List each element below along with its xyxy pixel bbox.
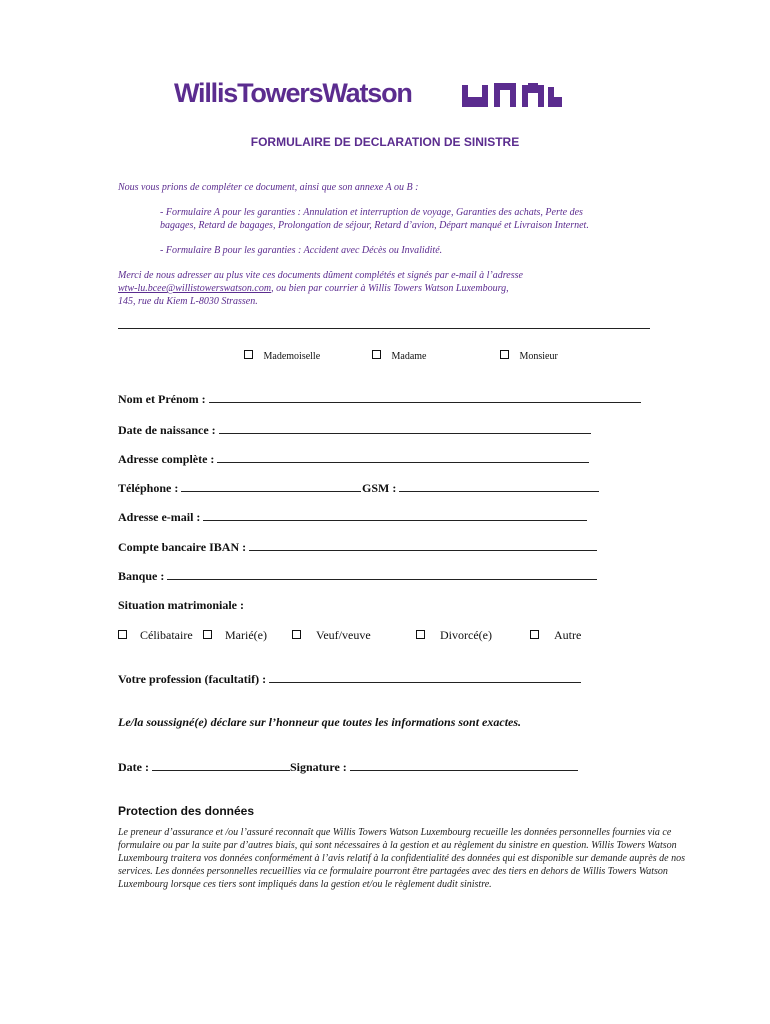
profession-input-line[interactable] xyxy=(269,672,581,683)
field-name xyxy=(118,392,641,407)
field-phone xyxy=(118,481,361,496)
name-input-line[interactable] xyxy=(209,392,641,403)
field-label: Date de naissance : xyxy=(118,423,216,437)
marital-option-divorced[interactable] xyxy=(416,628,492,643)
marital-label: Autre xyxy=(554,628,582,642)
company-logo-text: WillisTowersWatson xyxy=(174,78,412,108)
checkbox[interactable] xyxy=(530,630,539,639)
field-label: GSM : xyxy=(362,481,397,495)
field-date xyxy=(118,760,290,775)
gsm-input-line[interactable] xyxy=(399,481,599,492)
field-label: Téléphone : xyxy=(118,481,179,495)
send-text-2: , ou bien par courrier à Willis Towers Watson Luxembourg, xyxy=(271,283,509,294)
wtw-bars-logo-icon xyxy=(462,83,562,107)
field-label: Date : xyxy=(118,760,149,774)
marital-label: Célibataire xyxy=(140,628,193,642)
iban-input-line[interactable] xyxy=(249,540,597,551)
field-marital-status: Situation matrimoniale : xyxy=(118,598,244,612)
marital-option-other[interactable] xyxy=(530,628,581,643)
data-protection-title: Protection des données xyxy=(118,804,255,818)
send-instructions xyxy=(118,269,678,308)
marital-option-single[interactable] xyxy=(118,628,193,643)
civility-option-mademoiselle[interactable] xyxy=(244,350,320,362)
annex-b-text: - Formulaire B pour les garanties : Accident avec Décès ou Invalidité. xyxy=(160,245,443,256)
send-text-line-2 xyxy=(118,282,678,295)
bank-input-line[interactable] xyxy=(167,569,597,580)
field-iban xyxy=(118,540,597,555)
field-label: Banque : xyxy=(118,569,165,583)
marital-option-widowed[interactable] xyxy=(292,628,371,643)
field-label: Nom et Prénom : xyxy=(118,392,206,406)
civility-option-madame[interactable] xyxy=(372,350,427,362)
checkbox[interactable] xyxy=(118,630,127,639)
checkbox[interactable] xyxy=(372,350,381,359)
send-text-3: 145, rue du Kiem L-8030 Strassen. xyxy=(118,296,258,307)
phone-input-line[interactable] xyxy=(181,481,361,492)
civility-label: Madame xyxy=(391,351,427,362)
civility-option-monsieur[interactable] xyxy=(500,350,558,362)
field-label: Votre profession (facultatif) : xyxy=(118,672,267,686)
field-birthdate xyxy=(118,423,591,438)
marital-option-married[interactable] xyxy=(203,628,267,643)
checkbox[interactable] xyxy=(416,630,425,639)
send-text-1: Merci de nous adresser au plus vite ces documents dûment complétés et signés par e-mail à l’adresse xyxy=(118,270,523,281)
field-gsm xyxy=(362,481,599,496)
date-input-line[interactable] xyxy=(152,760,290,771)
field-label: Compte bancaire IBAN : xyxy=(118,540,247,554)
civility-label: Mademoiselle xyxy=(263,351,321,362)
contact-email-link[interactable]: wtw-lu.bcee@willistowerswatson.com xyxy=(118,283,272,294)
address-input-line[interactable] xyxy=(217,452,589,463)
checkbox[interactable] xyxy=(203,630,212,639)
field-label: Adresse complète : xyxy=(118,452,215,466)
signature-input-line[interactable] xyxy=(350,760,578,771)
field-address xyxy=(118,452,589,467)
separator-line xyxy=(118,328,650,329)
marital-label: Veuf/veuve xyxy=(316,628,371,642)
field-label: Signature : xyxy=(290,760,347,774)
checkbox[interactable] xyxy=(244,350,253,359)
marital-label: Marié(e) xyxy=(225,628,267,642)
field-profession xyxy=(118,672,581,687)
email-input-line[interactable] xyxy=(203,510,587,521)
intro-text: Nous vous prions de compléter ce document, ainsi que son annexe A ou B : xyxy=(118,182,419,193)
declaration-text: Le/la soussigné(e) déclare sur l’honneur que toutes les informations sont exactes. xyxy=(118,715,522,729)
checkbox[interactable] xyxy=(500,350,509,359)
checkbox[interactable] xyxy=(292,630,301,639)
field-label: Adresse e-mail : xyxy=(118,510,201,524)
field-email xyxy=(118,510,587,525)
data-protection-text: Le preneur d’assurance et /ou l’assuré reconnaît que Willis Towers Watson Luxembourg recueille les données personnelles fournies via ce formulaire ou par la suite par d’autres biais, qui sont nécessaires à la gestion et au règlement du sinistre en question. Willis Towers Watson Luxembourg traitera vos données conformément à l’avis relatif à la confidentialité des données qui est disponible sur demande auprès de nos services. Les données personnelles recueillies via ce formulaire pourront être partagées avec des tiers en dehors de Willis Towers Watson Luxembourg lorsque ces tiers sont impliqués dans la gestion et/ou le règlement dudit sinistre. xyxy=(118,827,685,890)
birthdate-input-line[interactable] xyxy=(219,423,591,434)
form-title: FORMULAIRE DE DECLARATION DE SINISTRE xyxy=(250,135,520,149)
annex-a-text: - Formulaire A pour les garanties : Annulation et interruption de voyage, Garanties des achats, Perte des bagages, Retard de bagages, Prolongation de séjour, Retard d’avion, Départ manqué et Livraison Internet. xyxy=(160,207,589,231)
marital-label: Divorcé(e) xyxy=(440,628,492,642)
field-signature xyxy=(290,760,578,775)
civility-label: Monsieur xyxy=(519,351,558,362)
field-bank xyxy=(118,569,597,584)
